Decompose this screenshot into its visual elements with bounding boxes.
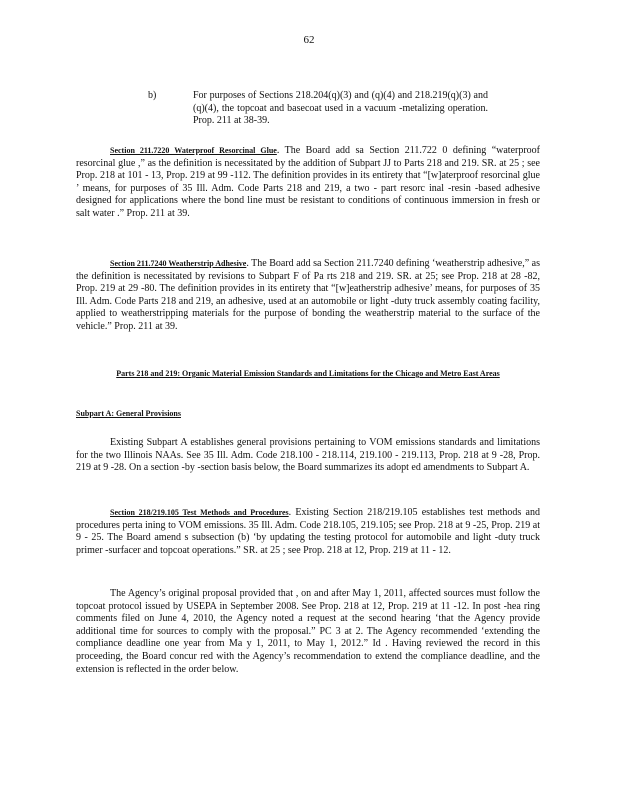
section-heading: Section 218/219.105 Test Methods and Procedures [110, 508, 289, 517]
section-211-7220 [76, 145, 540, 221]
section-218-219-105 [76, 507, 540, 557]
agency-paragraph: The Agency’s original proposal provided that , on and after May 1, 2011, affected sources must follow the topcoat protocol issued by USEPA in September 2008. See Prop. 218 at 12, Prop. 219 at 11 -12. In post -hea ring comments filed on June 4, 2010, the Agency noted a request at the second hearing ‘that the Agency provide additional time for sources to comply with the proposal.” PC 3 at 2. The Agency recommended ‘extending the compliance deadline one year from Ma y 1, 2011, to May 1, 2012.” Id . Having reviewed the record in this proceeding, the Board concur red with the Agency’s recommendation to extend the compliance deadline, and the extension is reflected in the order below. [76, 588, 540, 675]
section-211-7240 [76, 258, 540, 334]
list-item-b [148, 90, 488, 130]
section-body: . The Board add sa Section 211.722 0 defining “waterproof resorcinal glue ,” as the definition is necessitated by the addition of Subpart JJ to Parts 218 and 219. SR. at 25 ; see Prop. 218 at 101 - 13, Prop. 219 at 99 -112. The definition provides in its entirety that “[w]aterproof resorcinal glue ’ means, for purposes of 35 Ill. Adm. Code Parts 218 and 219, a two - part resorc inal -resin -based adhesive designed for applications where the bond line must be resistant to conditions of continuous immersion in fresh or salt water .” Prop. 211 at 39. [76, 145, 541, 219]
section-heading: Section 211.7240 Weatherstrip Adhesive [110, 259, 247, 268]
page-number: 62 [303, 34, 315, 46]
subpart-a-body: Existing Subpart A establishes general provisions pertaining to VOM emissions standards and limitations for the two Illinois NAAs. See 35 Ill. Adm. Code 218.100 - 218.114, 219.100 - 219.113, Prop. 218 at 9 -28, Prop. 219 at 9 -28. On a section -by -section basis below, the Board summarizes its adopt ed amendments to Subpart A. [76, 437, 540, 474]
section-body: . The Board add sa Section 211.7240 defining ‘weatherstrip adhesive,” as the definition is necessitated by revisions to Subpart F of Pa rts 218 and 219. SR. at 25; see Prop. 218 at 28 -82, Prop. 219 at 29 -80. The definition provides in its entirety that “[w]eatherstrip adhesive’ means, for purposes of 35 Ill. Adm. Code Parts 218 and 219, an adhesive, used at an automobile or light -duty truck assembly coating facility, applied to weatherstripping materials for the purpose of bonding the weatherstrip material to the surface of the vehicle.” Prop. 211 at 39. [76, 258, 541, 332]
section-body: . Existing Section 218/219.105 establishes test methods and procedures perta ining to VOM emissions. 35 Ill. Adm. Code 218.105, 219.105; see Prop. 218 at 9 -25, Prop. 219 at 9 - 25. The Board amend s subsection (b) ‘by updating the testing protocol for automobile and light -duty truck primer -surfacer and topcoat operations.” SR. at 25 ; see Prop. 218 at 12, Prop. 219 at 11 - 12. [76, 507, 540, 556]
list-item-text: For purposes of Sections 218.204(q)(3) and (q)(4) and 218.219(q)(3) and (q)(4), the topcoat and basecoat used in a vacuum -metalizing operation. Prop. 211 at 38-39. [193, 90, 488, 127]
section-heading: Section 211.7220 Waterproof Resorcinal Glue [110, 146, 277, 155]
list-item-label: b) [148, 90, 157, 101]
subpart-a-heading: Subpart A: General Provisions [76, 409, 181, 418]
parts-heading: Parts 218 and 219: Organic Material Emission Standards and Limitations for the Chicago and Metro East Areas [116, 369, 500, 378]
